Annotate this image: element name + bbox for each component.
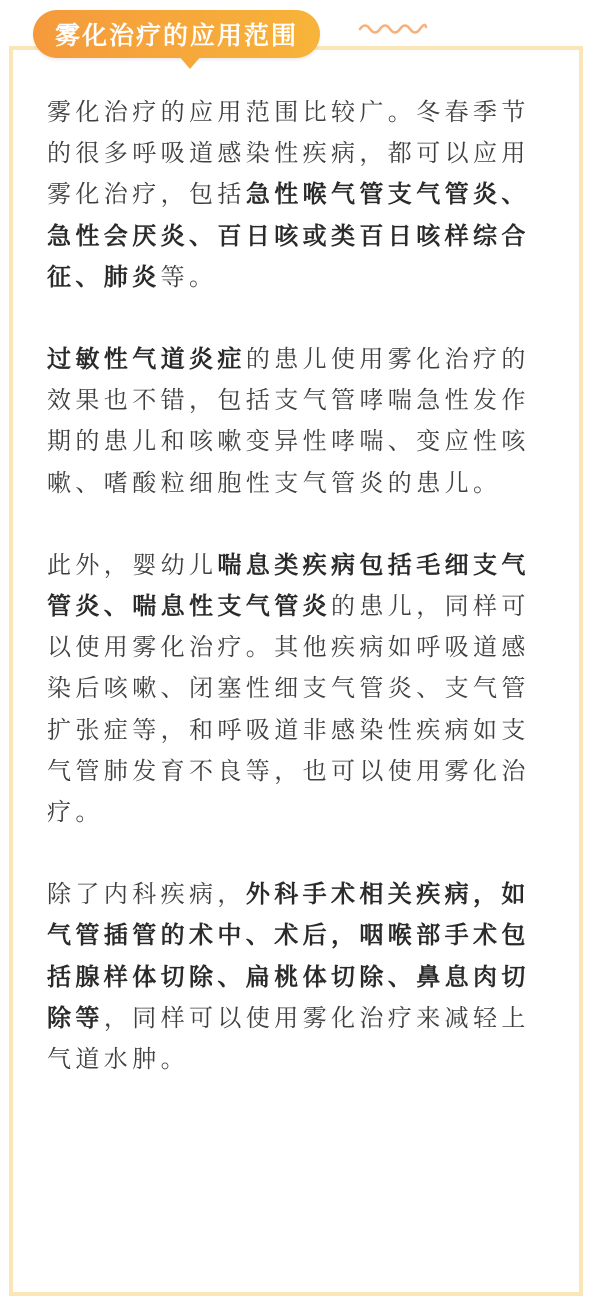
text-segment: 除了内科疾病， bbox=[47, 880, 246, 909]
bold-text-segment: 过敏性气道炎症 bbox=[47, 345, 246, 374]
article-body bbox=[47, 92, 557, 1080]
text-segment: 等。 bbox=[160, 262, 218, 291]
section-title-badge bbox=[33, 10, 320, 58]
paragraph bbox=[47, 545, 557, 833]
paragraph bbox=[47, 874, 557, 1080]
paragraph bbox=[47, 92, 557, 298]
bold-text-segment: 外科手术相关疾病，如气管插管的术中、术后，咽喉部手术包括腺样体切除、扁桃体切除、鼻息肉切除等 bbox=[47, 880, 530, 1032]
text-segment: 的患儿使用雾化治疗的效果也不错，包括支气管哮喘急性发作期的患儿和咳嗽变异性哮喘、变应性咳嗽、嗜酸粒细胞性支气管炎的患儿。 bbox=[47, 345, 530, 497]
text-segment: ，同样可以使用雾化治疗来减轻上气道水肿。 bbox=[47, 1003, 530, 1074]
text-segment: 的患儿，同样可以使用雾化治疗。其他疾病如呼吸道感染后咳嗽、闭塞性细支气管炎、支气管扩张症等，和呼吸道非感染性疾病如支气管肺发育不良等，也可以使用雾化治疗。 bbox=[47, 592, 530, 827]
paragraph bbox=[47, 339, 557, 504]
text-segment: 雾化治疗的应用范围比较广。冬春季节的很多呼吸道感染性疾病，都可以应用雾化治疗，包括 bbox=[47, 98, 530, 209]
bold-text-segment: 急性喉气管支气管炎、急性会厌炎、百日咳或类百日咳样综合征、肺炎 bbox=[47, 180, 530, 291]
title-pointer-arrow bbox=[178, 55, 202, 69]
section-title: 雾化治疗的应用范围 bbox=[55, 21, 299, 50]
text-segment: 此外，婴幼儿 bbox=[47, 550, 218, 579]
bold-text-segment: 喘息类疾病包括毛细支气管炎、喘息性支气管炎 bbox=[47, 550, 530, 621]
wave-decoration-icon bbox=[358, 20, 428, 36]
